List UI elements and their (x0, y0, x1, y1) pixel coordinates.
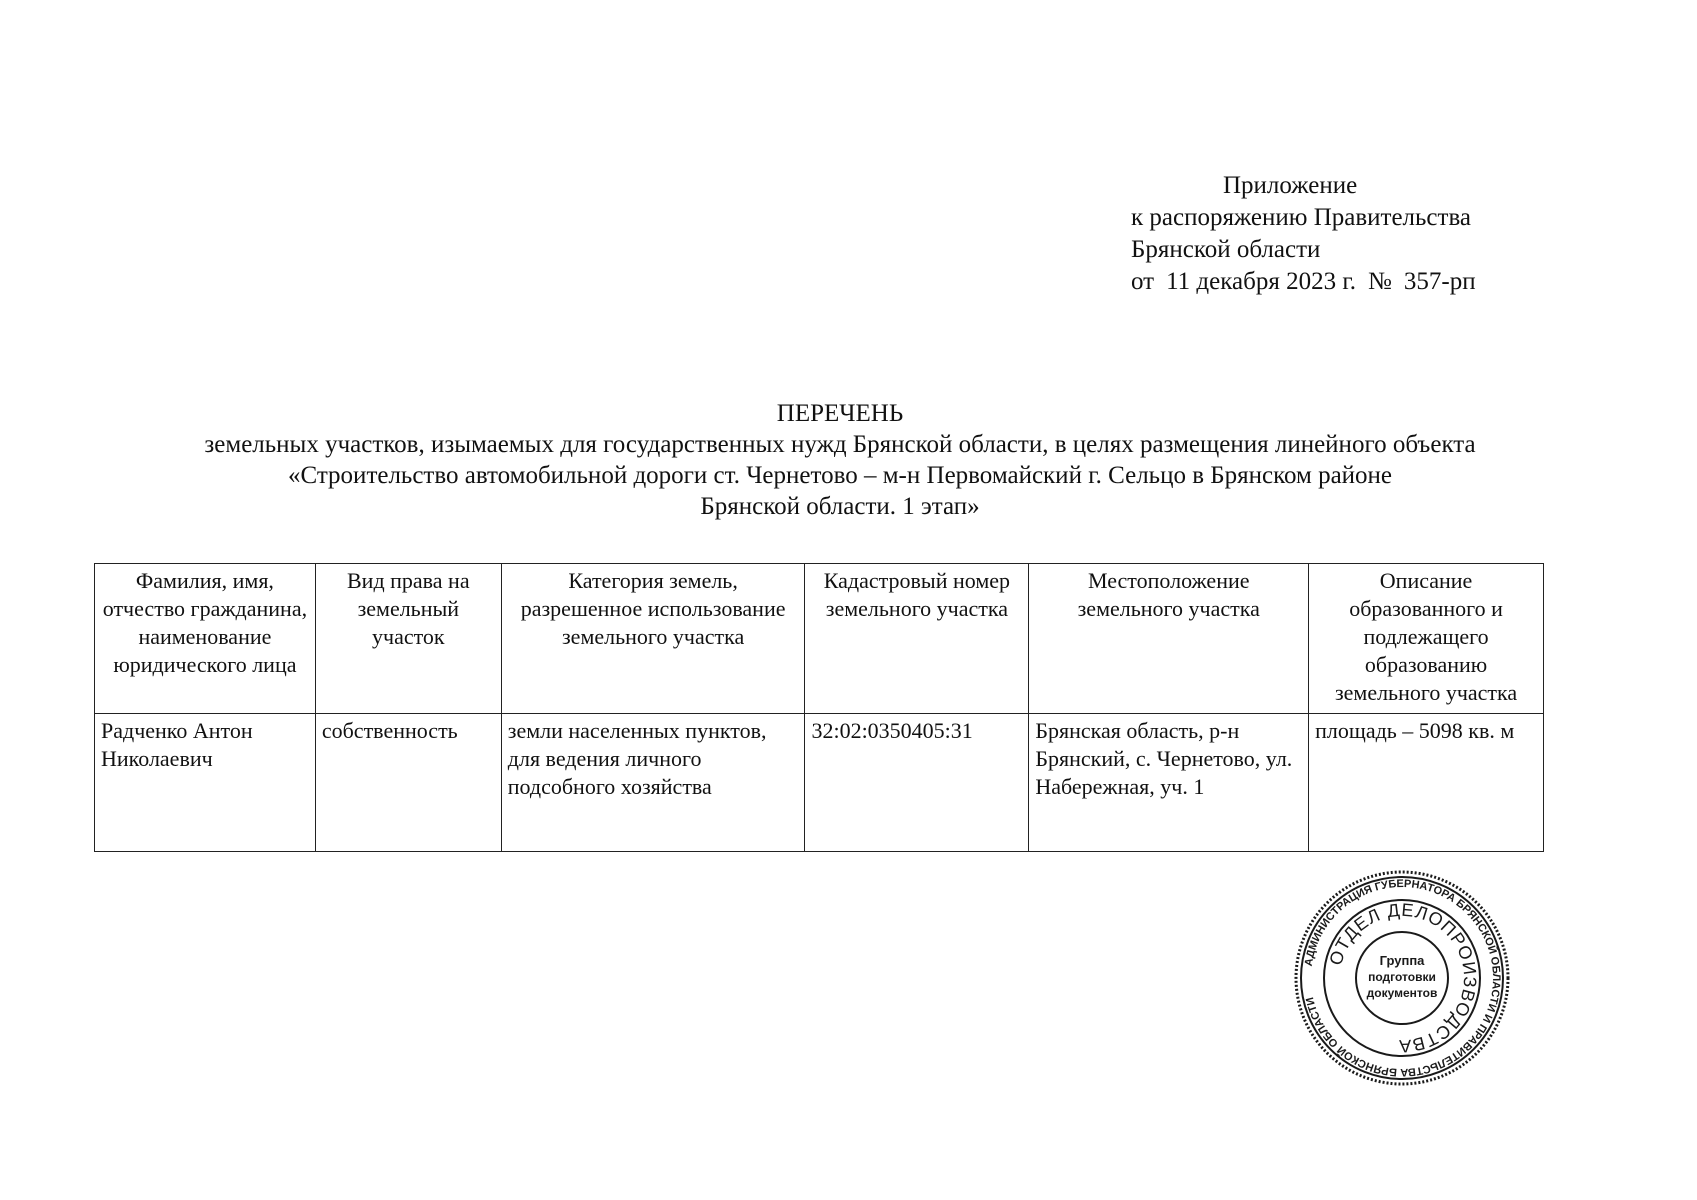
annex-date-line (1131, 266, 1476, 298)
header-description: Описание образованного и подлежащего образованию земельного участка (1309, 564, 1544, 714)
header-owner: Фамилия, имя, отчество гражданина, наименование юридического лица (95, 564, 316, 714)
header-cadastral: Кадастровый номер земельного участка (805, 564, 1029, 714)
annex-block (1131, 170, 1476, 298)
stamp-ring-text: ОТДЕЛ ДЕЛОПРОИЗВОДСТВА (1325, 899, 1481, 1057)
official-stamp (1292, 868, 1512, 1088)
cell-category: земли населенных пунктов, для ведения личного подсобного хозяйства (501, 714, 805, 852)
annex-line2: Брянской области (1131, 236, 1321, 263)
cell-owner: Радченко Антон Николаевич (95, 714, 316, 852)
stamp-outer-text: АДМИНИСТРАЦИЯ ГУБЕРНАТОРА БРЯНСКОЙ ОБЛАСТИ И ПРАВИТЕЛЬСТВА БРЯНСКОЙ ОБЛАСТИ (1302, 877, 1503, 1079)
cell-location: Брянская область, р-н Брянский, с. Чернетово, ул. Набережная, уч. 1 (1029, 714, 1309, 852)
header-location: Местоположение земельного участка (1029, 564, 1309, 714)
stamp-center-line1: Группа (1379, 953, 1425, 968)
annex-number-sign: № (1368, 268, 1392, 295)
cell-cadastral: 32:02:0350405:31 (805, 714, 1029, 852)
annex-line1: к распоряжению Правительства (1131, 204, 1472, 231)
annex-title: Приложение (1223, 172, 1358, 199)
stamp-center-line2: подготовки (1368, 970, 1436, 984)
document-heading (60, 398, 1620, 522)
heading-title: ПЕРЕЧЕНЬ (776, 400, 904, 427)
annex-date-prefix: от (1131, 268, 1155, 295)
annex-number: 357-рп (1403, 268, 1476, 295)
header-category: Категория земель, разрешенное использование земельного участка (501, 564, 805, 714)
table-row (95, 714, 1544, 852)
heading-line2: «Строительство автомобильной дороги ст. Чернетово – м-н Первомайский г. Сельцо в Брянском районе (287, 462, 1393, 489)
cell-right: собственность (315, 714, 501, 852)
annex-date: 11 декабря 2023 г. (1166, 268, 1357, 295)
table-header-row (95, 564, 1544, 714)
cell-description: площадь – 5098 кв. м (1309, 714, 1544, 852)
stamp-center-line3: документов (1366, 986, 1438, 1000)
header-right: Вид права на земельный участок (315, 564, 501, 714)
heading-line3: Брянской области. 1 этап» (700, 493, 980, 520)
heading-line1: земельных участков, изымаемых для государственных нужд Брянской области, в целях размещения линейного объекта (204, 431, 1476, 458)
land-plots-table (94, 563, 1544, 852)
stamp-seal-graphic (1292, 868, 1512, 1088)
